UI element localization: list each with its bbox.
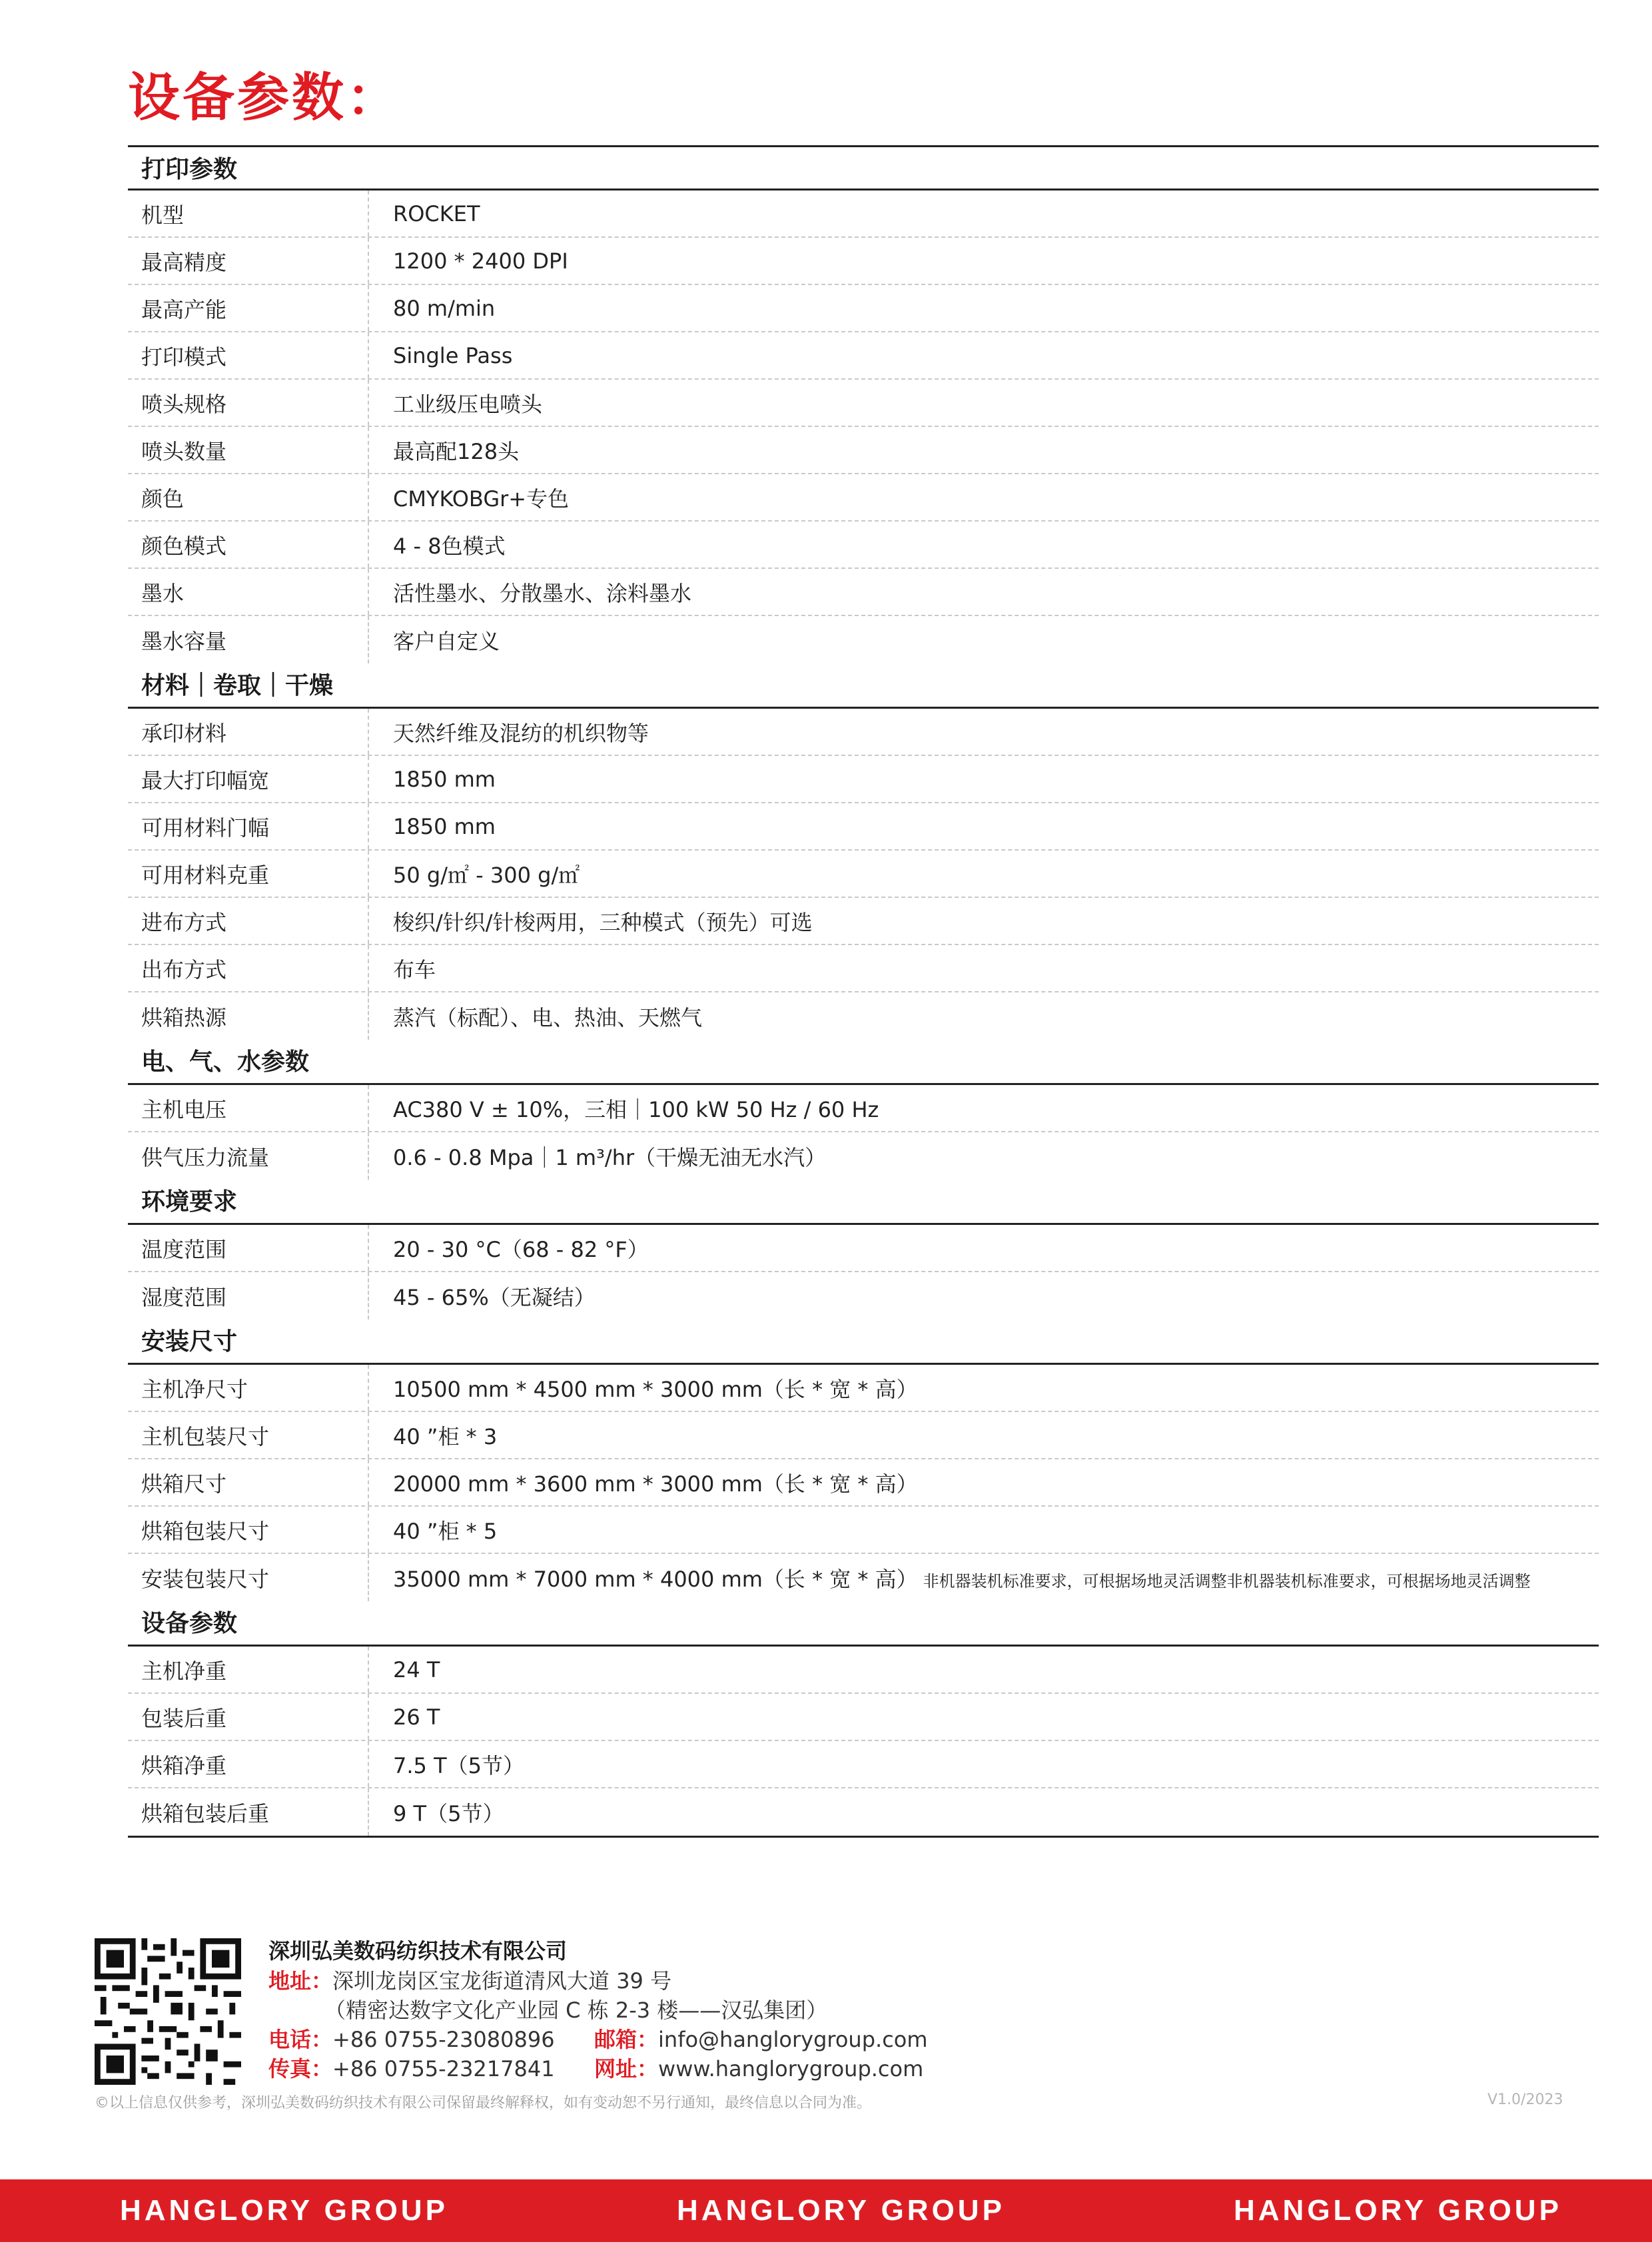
spec-label: 烘箱包装后重 (128, 1788, 369, 1836)
spec-label: 最高精度 (128, 238, 369, 284)
spec-value (369, 1420, 497, 1451)
spec-row (128, 803, 1599, 851)
spec-value (369, 1749, 524, 1780)
section-heading: 环境要求 (128, 1180, 1599, 1225)
address-line-1 (268, 1966, 671, 1996)
spec-label: 可用材料门幅 (128, 803, 369, 849)
spec-value-text: 0.6 - 0.8 Mpa｜1 m³/hr（干燥无油无水汽） (393, 1144, 827, 1170)
spec-value (369, 814, 496, 839)
section-rows (128, 1647, 1599, 1836)
spec-value (369, 1797, 504, 1828)
spec-label: 墨水容量 (128, 616, 369, 663)
spec-label: 机型 (128, 190, 369, 236)
spec-row (128, 285, 1599, 332)
spec-row (128, 1272, 1599, 1319)
spec-row (128, 1788, 1599, 1836)
fax-line (268, 2054, 555, 2083)
spec-label: 烘箱净重 (128, 1741, 369, 1787)
email-line (594, 2025, 928, 2054)
spec-row (128, 1365, 1599, 1412)
table-bottom-rule (128, 1836, 1599, 1838)
spec-value (369, 1233, 649, 1264)
spec-value (369, 859, 580, 889)
spec-label: 喷头数量 (128, 427, 369, 473)
spec-row (128, 616, 1599, 663)
spec-value-text: 20 - 30 °C（68 - 82 °F） (393, 1236, 649, 1262)
spec-value (369, 1001, 702, 1032)
spec-value (369, 296, 495, 321)
section-heading: 电、气、水参数 (128, 1040, 1599, 1085)
spec-value-text: 客户自定义 (393, 628, 500, 654)
spec-label: 湿度范围 (128, 1272, 369, 1319)
spec-row (128, 851, 1599, 898)
spec-value (369, 1281, 596, 1311)
spec-label: 出布方式 (128, 945, 369, 991)
phone-value: +86 0755-23080896 (332, 2027, 555, 2052)
spec-value-text: 45 - 65%（无凝结） (393, 1284, 596, 1310)
spec-value (369, 1141, 826, 1172)
spec-value-text: 4 - 8色模式 (393, 533, 506, 559)
spec-value-text: 最高配128头 (393, 438, 520, 464)
spec-row (128, 1694, 1599, 1741)
spec-row (128, 1554, 1599, 1601)
brand-bar (0, 2179, 1652, 2242)
spec-value-text: 梭织/针织/针梭两用，三种模式（预先）可选 (393, 909, 813, 935)
section-rows (128, 1365, 1599, 1601)
spec-table (128, 145, 1599, 1838)
spec-value-text: 1850 mm (393, 766, 496, 792)
brand-text: HANGLORY GROUP (1234, 2194, 1562, 2227)
spec-row (128, 190, 1599, 238)
spec-value (369, 625, 500, 655)
spec-value-text: 工业级压电喷头 (393, 391, 543, 417)
spec-row (128, 569, 1599, 616)
spec-value-text: 7.5 T（5节） (393, 1752, 524, 1778)
spec-row (128, 1412, 1599, 1459)
spec-value-text: 50 g/㎡ - 300 g/㎡ (393, 862, 580, 888)
brand-text: HANGLORY GROUP (120, 2194, 448, 2227)
spec-label: 温度范围 (128, 1225, 369, 1271)
spec-value (369, 1467, 918, 1498)
spec-label: 主机电压 (128, 1085, 369, 1131)
spec-value-text: 10500 mm * 4500 mm * 3000 mm（长 * 宽 * 高） (393, 1376, 918, 1402)
spec-row (128, 1741, 1599, 1788)
page-title: 设备参数： (128, 68, 402, 128)
spec-value (369, 906, 813, 936)
spec-row (128, 992, 1599, 1040)
qr-code (95, 1938, 241, 2085)
spec-row (128, 945, 1599, 992)
address-value: 深圳龙岗区宝龙街道清风大道 39 号 (332, 1968, 672, 1994)
spec-label: 打印模式 (128, 332, 369, 378)
spec-value-text: 布车 (393, 956, 436, 982)
spec-value-text: 1850 mm (393, 813, 496, 839)
spec-row (128, 522, 1599, 569)
spec-value (369, 201, 480, 226)
spec-label: 可用材料克重 (128, 851, 369, 897)
spec-value-text: 35000 mm * 7000 mm * 4000 mm（长 * 宽 * 高） (393, 1566, 918, 1592)
spec-value-text: 24 T (393, 1657, 440, 1682)
fax-label: 传真： (268, 2056, 333, 2081)
email-link[interactable]: info@hanglorygroup.com (658, 2027, 928, 2052)
spec-label: 主机净尺寸 (128, 1365, 369, 1411)
website-line (594, 2054, 923, 2083)
spec-label: 最高产能 (128, 285, 369, 331)
spec-value (369, 388, 542, 418)
spec-row (128, 474, 1599, 522)
spec-value (369, 435, 519, 466)
section-heading: 打印参数 (128, 145, 1599, 190)
spec-label: 烘箱包装尺寸 (128, 1507, 369, 1553)
spec-label: 主机净重 (128, 1647, 369, 1692)
spec-value (369, 248, 568, 274)
spec-label: 承印材料 (128, 709, 369, 755)
section-heading: 材料｜卷取｜干燥 (128, 663, 1599, 709)
phone-line (268, 2025, 555, 2054)
spec-label: 烘箱热源 (128, 992, 369, 1040)
spec-value-text: 天然纤维及混纺的机织物等 (393, 720, 649, 746)
website-label: 网址： (594, 2056, 659, 2081)
spec-row (128, 1225, 1599, 1272)
spec-value-text: 40 ”柜 * 5 (393, 1518, 498, 1544)
spec-row (128, 1459, 1599, 1507)
spec-label: 最大打印幅宽 (128, 756, 369, 802)
spec-value-text: 26 T (393, 1704, 440, 1730)
address-label: 地址： (268, 1968, 333, 1994)
phone-label: 电话： (268, 2027, 333, 2052)
spec-value (369, 1704, 440, 1730)
spec-value-text: 9 T（5节） (393, 1800, 504, 1826)
spec-value-text: 1200 * 2400 DPI (393, 248, 568, 274)
section-heading: 设备参数 (128, 1601, 1599, 1647)
spec-label: 进布方式 (128, 898, 369, 944)
spec-value-text: CMYKOBGr+专色 (393, 486, 570, 512)
spec-row (128, 898, 1599, 945)
spec-value (369, 1093, 879, 1124)
spec-note: 非机器装机标准要求，可根据场地灵活调整非机器装机标准要求，可根据场地灵活调整 (923, 1571, 1531, 1591)
spec-value-text: Single Pass (393, 342, 513, 368)
version-label: V1.0/2023 (1487, 2091, 1563, 2108)
spec-value-text: 20000 mm * 3600 mm * 3000 mm（长 * 宽 * 高） (393, 1471, 918, 1497)
spec-value-text: 80 m/min (393, 295, 496, 321)
section-rows (128, 1225, 1599, 1319)
spec-value (369, 482, 569, 513)
spec-label: 供气压力流量 (128, 1132, 369, 1180)
spec-label: 颜色 (128, 474, 369, 520)
spec-row (128, 1132, 1599, 1180)
spec-row (128, 1647, 1599, 1694)
spec-value-text: 活性墨水、分散墨水、涂料墨水 (393, 580, 692, 606)
spec-value (369, 343, 512, 368)
section-heading: 安装尺寸 (128, 1319, 1599, 1365)
email-label: 邮箱： (594, 2027, 659, 2052)
brand-text: HANGLORY GROUP (677, 2194, 1005, 2227)
spec-value (369, 953, 436, 984)
spec-row (128, 332, 1599, 380)
spec-row (128, 380, 1599, 427)
spec-label: 安装包装尺寸 (128, 1554, 369, 1601)
spec-value (369, 1657, 440, 1682)
spec-value (369, 767, 496, 792)
spec-value (369, 577, 691, 607)
spec-label: 包装后重 (128, 1694, 369, 1740)
spec-label: 喷头规格 (128, 380, 369, 426)
company-name: 深圳弘美数码纺织技术有限公司 (268, 1938, 568, 1964)
spec-label: 颜色模式 (128, 522, 369, 567)
section-rows (128, 190, 1599, 663)
spec-label: 墨水 (128, 569, 369, 615)
spec-value (369, 1373, 918, 1403)
spec-label: 烘箱尺寸 (128, 1459, 369, 1505)
section-rows (128, 709, 1599, 1040)
fax-value: +86 0755-23217841 (332, 2056, 555, 2081)
spec-value-text: ROCKET (393, 200, 480, 226)
spec-value-text: 蒸汽（标配）、电、热油、天燃气 (393, 1004, 703, 1030)
spec-row (128, 427, 1599, 474)
spec-value-text: 40 ”柜 * 3 (393, 1423, 498, 1449)
spec-row (128, 238, 1599, 285)
spec-row (128, 1085, 1599, 1132)
spec-value (369, 1515, 497, 1545)
spec-value (369, 530, 506, 560)
spec-row (128, 1507, 1599, 1554)
spec-row (128, 709, 1599, 756)
disclaimer: ©以上信息仅供参考，深圳弘美数码纺织技术有限公司保留最终解释权，如有变动恕不另行通知，最终信息以合同为准。 (95, 2095, 872, 2111)
section-rows (128, 1085, 1599, 1180)
spec-value-text: AC380 V ± 10%，三相｜100 kW 50 Hz / 60 Hz (393, 1096, 879, 1122)
spec-label: 主机包装尺寸 (128, 1412, 369, 1458)
spec-value (369, 717, 649, 747)
website-link[interactable]: www.hanglorygroup.com (658, 2056, 924, 2081)
spec-row (128, 756, 1599, 803)
address-line-2: （精密达数字文化产业园 C 栋 2-3 楼——汉弘集团） (324, 1998, 828, 2023)
spec-value (369, 1563, 1531, 1593)
